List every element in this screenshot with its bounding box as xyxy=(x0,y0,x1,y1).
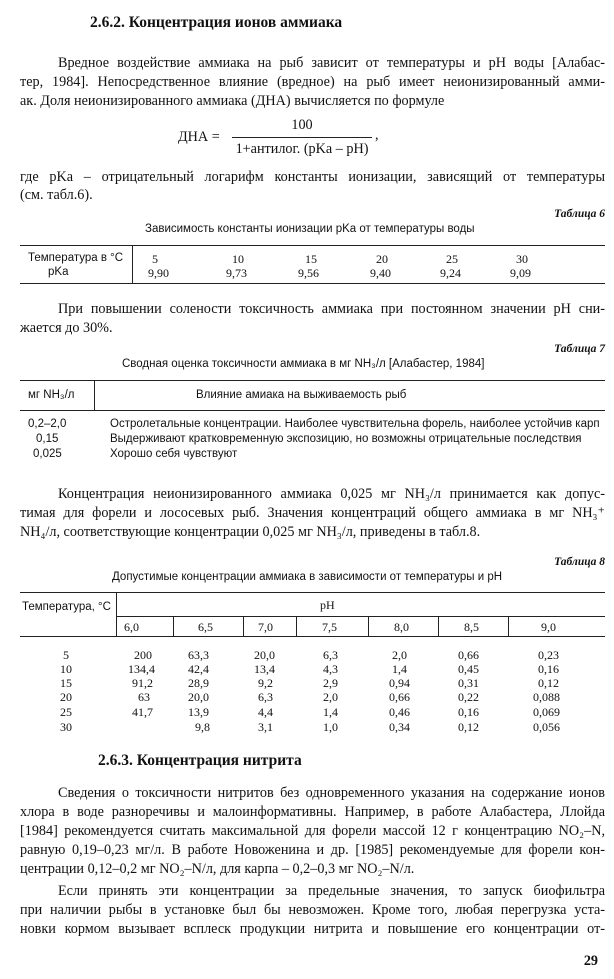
paragraph-line: ак. Доля неионизированного аммиака (ДНА) вычисляется по формуле xyxy=(20,93,445,109)
paragraph-line: Сведения о токсичности нитритов без одновременного указания на содержание ионов xyxy=(58,785,605,801)
table-cell: 41,7 xyxy=(132,705,153,719)
table-cell: 9,2 xyxy=(258,676,273,690)
table-rule xyxy=(296,616,297,636)
table-cell: 0,12 xyxy=(458,720,479,734)
table-cell: 6,3 xyxy=(258,690,273,704)
table-rule xyxy=(116,592,117,636)
table-cell: 15 xyxy=(305,252,317,266)
table-cell: Выдерживают кратковременную экспозицию, но возможны отрицательные последствия xyxy=(110,433,582,445)
table-cell: 9,40 xyxy=(370,266,391,280)
table-cell: 0,34 xyxy=(389,720,410,734)
table-rule xyxy=(243,616,244,636)
table-cell: 0,025 xyxy=(33,448,62,460)
table-rule xyxy=(132,245,133,283)
table-rule xyxy=(508,616,509,636)
table-cell: 5 xyxy=(152,252,158,266)
table-cell: 0,66 xyxy=(389,690,410,704)
table-cell: 9,8 xyxy=(195,720,210,734)
formula-tail: , xyxy=(375,127,379,143)
table-cell: 30 xyxy=(516,252,528,266)
table-label: Таблица 8 xyxy=(554,556,605,568)
column-header: Влияние амиака на выживаемость рыб xyxy=(196,389,407,401)
table-cell: 9,73 xyxy=(226,266,247,280)
table-cell: 0,16 xyxy=(538,662,559,676)
fraction-bar xyxy=(232,137,372,138)
column-header: мг NH₃/л xyxy=(28,389,75,401)
table-cell: Хорошо себя чувствуют xyxy=(110,448,238,460)
table-cell: 0,45 xyxy=(458,662,479,676)
table-cell: 13,4 xyxy=(254,662,275,676)
table-cell: 0,088 xyxy=(533,690,560,704)
table-cell: 0,23 xyxy=(538,648,559,662)
paragraph-line: жается до 30%. xyxy=(20,320,113,336)
section-heading: 2.6.2. Концентрация ионов аммиака xyxy=(90,14,343,31)
row-label: Температура в °С xyxy=(28,252,124,264)
table-cell: 30 xyxy=(60,720,72,734)
table-cell: 9,24 xyxy=(440,266,461,280)
table-cell: 200 xyxy=(134,648,152,662)
paragraph-line: (см. табл.6). xyxy=(20,187,93,203)
paragraph-line: где pKa – отрицательный логарифм константы ионизации, зависящий от температуры xyxy=(20,169,605,185)
table-cell: 0,12 xyxy=(538,676,559,690)
table-cell: 13,9 xyxy=(188,705,209,719)
paragraph-line: при наличии рыбы в установке был бы невозможен. Кроме того, любая перегрузка уста- xyxy=(20,902,605,918)
table-rule xyxy=(20,283,605,284)
table-cell: 0,069 xyxy=(533,705,560,719)
table-cell: 10 xyxy=(60,662,72,676)
table-cell: 91,2 xyxy=(132,676,153,690)
table-cell: 0,46 xyxy=(389,705,410,719)
paragraph-line: равную 0,19–0,23 мг/л. В работе Новоженина и др. [1985] рекомендуемые для форели кон- xyxy=(20,842,605,858)
table-cell: 42,4 xyxy=(188,662,209,676)
paragraph-line: хлора в воде разноречивы и малоинформативны. Например, в работе Алабастера, Ллойда xyxy=(20,804,605,820)
table-cell: 4,4 xyxy=(258,705,273,719)
table-cell: 6,3 xyxy=(323,648,338,662)
column-header: 7,5 xyxy=(322,620,337,634)
row-label: pKa xyxy=(48,266,69,278)
table-caption: Зависимость константы ионизации pKa от температуры воды xyxy=(145,223,475,235)
paragraph-line: [1984] рекомендуется считать максимальной для форели массой 12 г концентрацию NO₂–N, xyxy=(20,823,605,839)
formula-denominator: 1+антилог. (pKa – pH) xyxy=(235,141,369,157)
table-caption: Допустимые концентрации аммиака в зависимости от температуры и pH xyxy=(112,571,503,583)
column-header: 6,5 xyxy=(198,620,213,634)
paragraph-line: новки кормом вызывает всплеск продукции нитрита и повышение его концентрации от- xyxy=(20,921,605,937)
column-header: 8,0 xyxy=(394,620,409,634)
table-rule xyxy=(438,616,439,636)
table-cell: 20,0 xyxy=(254,648,275,662)
table-cell: 2,0 xyxy=(392,648,407,662)
column-header: 6,0 xyxy=(124,620,139,634)
table-rule xyxy=(116,616,605,617)
column-header: pH xyxy=(320,598,335,612)
table-cell: 25 xyxy=(446,252,458,266)
page-number: 29 xyxy=(583,953,598,969)
table-rule xyxy=(20,636,605,637)
paragraph-line: тер, 1984]. Непосредственное влияние (вредное) на рыб имеет неионизированный амми- xyxy=(20,74,605,90)
paragraph-line: Если принять эти концентрации за предельные значения, то запуск биофильтра xyxy=(58,883,605,899)
table-rule xyxy=(20,410,605,411)
table-cell: 63 xyxy=(138,690,150,704)
table-rule xyxy=(20,245,605,246)
paragraph-line: Концентрация неионизированного аммиака 0,025 мг NH₃/л принимается как допус- xyxy=(58,486,605,502)
table-rule xyxy=(20,380,605,381)
table-cell: 20 xyxy=(376,252,388,266)
table-label: Таблица 7 xyxy=(554,343,605,355)
table-cell: 5 xyxy=(63,648,69,662)
section-heading: 2.6.3. Концентрация нитрита xyxy=(98,752,302,769)
table-cell: 20 xyxy=(60,690,72,704)
table-cell: 0,94 xyxy=(389,676,410,690)
table-cell: 1,4 xyxy=(392,662,407,676)
table-cell: 2,9 xyxy=(323,676,338,690)
table-cell: 15 xyxy=(60,676,72,690)
table-cell: 0,66 xyxy=(458,648,479,662)
table-cell: 134,4 xyxy=(128,662,155,676)
column-header: 7,0 xyxy=(258,620,273,634)
table-cell: 28,9 xyxy=(188,676,209,690)
table-cell: 0,056 xyxy=(533,720,560,734)
table-label: Таблица 6 xyxy=(554,208,605,220)
formula-numerator: 100 xyxy=(291,117,313,133)
paragraph-line: При повышении солености токсичность аммиака при постоянном значении pH сни- xyxy=(58,301,605,317)
table-caption: Сводная оценка токсичности аммиака в мг NH₃/л [Алабастер, 1984] xyxy=(122,358,485,370)
table-cell: 9,09 xyxy=(510,266,531,280)
table-cell: Остролетальные концентрации. Наиболее чувствительна форель, наиболее устойчив карп xyxy=(110,418,600,430)
column-header: 9,0 xyxy=(541,620,556,634)
table-cell: 10 xyxy=(232,252,244,266)
table-cell: 9,90 xyxy=(148,266,169,280)
table-cell: 4,3 xyxy=(323,662,338,676)
column-header: Температура, °С xyxy=(22,601,111,613)
table-cell: 63,3 xyxy=(188,648,209,662)
column-header: 8,5 xyxy=(464,620,479,634)
table-cell: 1,4 xyxy=(323,705,338,719)
paragraph-line: NH₄/л, соответствующие концентрации 0,025 мг NH₃/л, приведены в табл.8. xyxy=(20,524,481,540)
table-cell: 9,56 xyxy=(298,266,319,280)
table-cell: 0,16 xyxy=(458,705,479,719)
table-cell: 0,31 xyxy=(458,676,479,690)
formula-lhs: ДНА = xyxy=(178,129,220,145)
table-cell: 3,1 xyxy=(258,720,273,734)
table-rule xyxy=(173,616,174,636)
table-cell: 0,15 xyxy=(36,433,59,445)
table-cell: 2,0 xyxy=(323,690,338,704)
table-cell: 25 xyxy=(60,705,72,719)
paragraph-line: тимая для форели и лососевых рыб. Значения концентраций общего аммиака в мг NH₃⁺ xyxy=(20,505,605,521)
table-rule xyxy=(368,616,369,636)
table-rule xyxy=(20,592,605,593)
table-cell: 1,0 xyxy=(323,720,338,734)
table-cell: 0,22 xyxy=(458,690,479,704)
table-rule xyxy=(94,380,95,410)
paragraph-line: центрации 0,12–0,2 мг NO₂–N/л, для карпа – 0,2–0,3 мг NO₂–N/л. xyxy=(20,861,415,877)
table-cell: 0,2–2,0 xyxy=(28,418,67,430)
table-cell: 20,0 xyxy=(188,690,209,704)
paragraph-line: Вредное воздействие аммиака на рыб зависит от температуры и pH воды [Алабас- xyxy=(58,55,605,71)
